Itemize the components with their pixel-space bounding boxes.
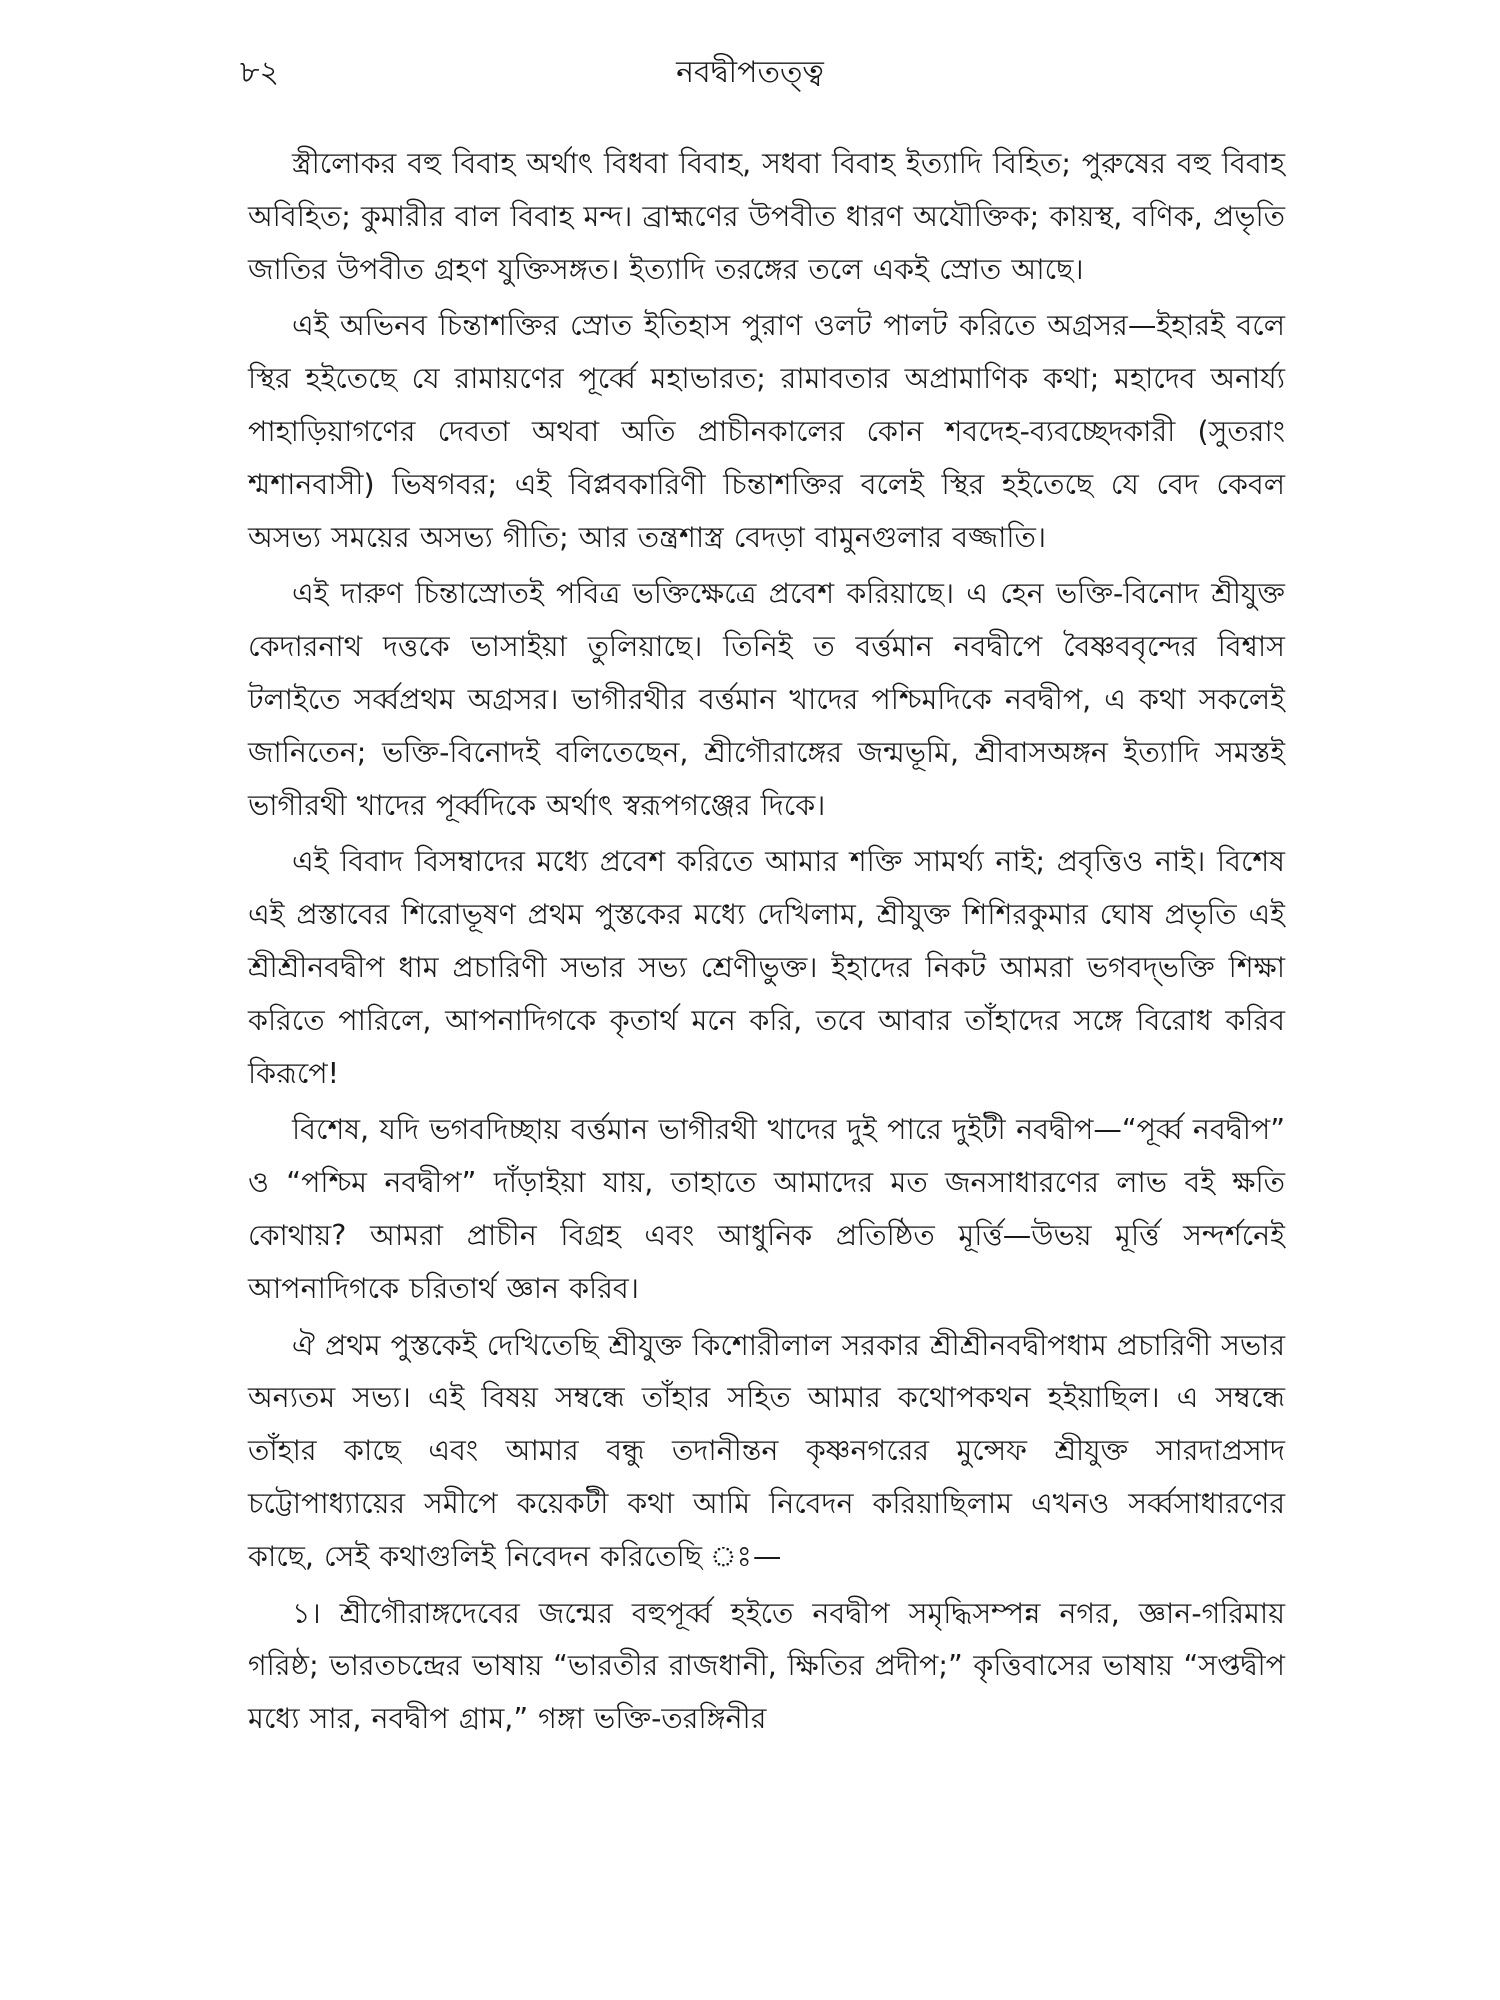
paragraph-7: ১। শ্রীগৌরাঙ্গদেবের জন্মের বহুপূর্ব্ব হইতে নবদ্বীপ সমৃদ্ধিসম্পন্ন নগর, জ্ঞান-গরিমায় গরিষ্ঠ; ভারতচন্দ্রের ভাষায় “ভারতীর রাজধানী, ক্ষিতির প্রদীপ;” কৃত্তিবাসের ভাষায় “সপ্তদ্বীপ মধ্যে সার, নবদ্বীপ গ্রাম,” গঙ্গা ভক্তি-তরঙ্গিনীর [248,1596,1285,1736]
paragraph-2: এই অভিনব চিন্তাশক্তির স্রোত ইতিহাস পুরাণ ওলট পালট করিতে অগ্রসর—ইহারই বলে স্থির হইতেছে যে রামায়ণের পূর্ব্বে মহাভারত; রামাবতার অপ্রামাণিক কথা; মহাদেব অনার্য্য পাহাড়িয়াগণের দেবতা অথবা অতি প্রাচীনকালের কোন শবদেহ-ব্যবচ্ছেদকারী (সুতরাং শ্মশানবাসী) ভিষগবর; এই বিপ্লবকারিণী চিন্তাশক্তির বলেই স্থির হইতেছে যে বেদ কেবল অসভ্য সময়ের অসভ্য গীতি; আর তন্ত্রশাস্ত্র বেদড়া বামুনগুলার বজ্জাতি। [248,309,1285,554]
paragraph-3: এই দারুণ চিন্তাস্রোতই পবিত্র ভক্তিক্ষেত্রে প্রবেশ করিয়াছে। এ হেন ভক্তি-বিনোদ শ্রীযুক্ত কেদারনাথ দত্তকে ভাসাইয়া তুলিয়াছে। তিনিই ত বর্ত্তমান নবদ্বীপে বৈষ্ণববৃন্দের বিশ্বাস টলাইতে সর্ব্বপ্রথম অগ্রসর। ভাগীরথীর বর্ত্তমান খাদের পশ্চিমদিকে নবদ্বীপ, এ কথা সকলেই জানিতেন; ভক্তি-বিনোদই বলিতেছেন, শ্রীগৌরাঙ্গের জন্মভূমি, শ্রীবাসঅঙ্গন ইত্যাদি সমস্তই ভাগীরথী খাদের পূর্ব্বদিকে অর্থাৎ স্বরূপগঞ্জের দিকে। [248,577,1285,822]
paragraph-5: বিশেষ, যদি ভগবদিচ্ছায় বর্ত্তমান ভাগীরথী খাদের দুই পারে দুইটী নবদ্বীপ—“পূর্ব্ব নবদ্বীপ” ও “পশ্চিম নবদ্বীপ” দাঁড়াইয়া যায়, তাহাতে আমাদের মত জনসাধারণের লাভ বই ক্ষতি কোথায়? আমরা প্রাচীন বিগ্রহ এবং আধুনিক প্রতিষ্ঠিত মূর্ত্তি—উভয় মূর্ত্তি সন্দর্শনেই আপনাদিগকে চরিতার্থ জ্ঞান করিব। [248,1113,1285,1305]
body-text [248,138,1285,1750]
page-number: ৮২ [240,55,279,90]
paragraph-6: ঐ প্রথম পুস্তকেই দেখিতেছি শ্রীযুক্ত কিশোরীলাল সরকার শ্রীশ্রীনবদ্বীপধাম প্রচারিণী সভার অন্যতম সভ্য। এই বিষয় সম্বন্ধে তাঁহার সহিত আমার কথোপকথন হইয়াছিল। এ সম্বন্ধে তাঁহার কাছে এবং আমার বন্ধু তদানীন্তন কৃষ্ণনগরের মুন্সেফ শ্রীযুক্ত সারদাপ্রসাদ চট্টোপাধ্যায়ের সমীপে কয়েকটী কথা আমি নিবেদন করিয়াছিলাম এখনও সর্ব্বসাধারণের কাছে, সেই কথাগুলিই নিবেদন করিতেছি ঃ— [248,1328,1285,1573]
paragraph-4: এই বিবাদ বিসম্বাদের মধ্যে প্রবেশ করিতে আমার শক্তি সামর্থ্য নাই; প্রবৃত্তিও নাই। বিশেষ এই প্রস্তাবের শিরোভূষণ প্রথম পুস্তকের মধ্যে দেখিলাম, শ্রীযুক্ত শিশিরকুমার ঘোষ প্রভৃতি এই শ্রীশ্রীনবদ্বীপ ধাম প্রচারিণী সভার সভ্য শ্রেণীভুক্ত। ইহাদের নিকট আমরা ভগবদ্‌ভক্তি শিক্ষা করিতে পারিলে, আপনাদিগকে কৃতার্থ মনে করি, তবে আবার তাঁহাদের সঙ্গে বিরোধ করিব কিরূপে! [248,845,1285,1090]
paragraph-1: স্ত্রীলোকর বহু বিবাহ অর্থাৎ বিধবা বিবাহ, সধবা বিবাহ ইত্যাদি বিহিত; পুরুষের বহু বিবাহ অবিহিত; কুমারীর বাল বিবাহ মন্দ। ব্রাহ্মণের উপবীত ধারণ অযৌক্তিক; কায়স্থ, বণিক, প্রভৃতি জাতির উপবীত গ্রহণ যুক্তিসঙ্গত। ইত্যাদি তরঙ্গের তলে একই স্রোত আছে। [248,147,1285,286]
running-title: নবদ্বীপতত্ত্ব [676,55,824,90]
page-header [240,48,1260,98]
